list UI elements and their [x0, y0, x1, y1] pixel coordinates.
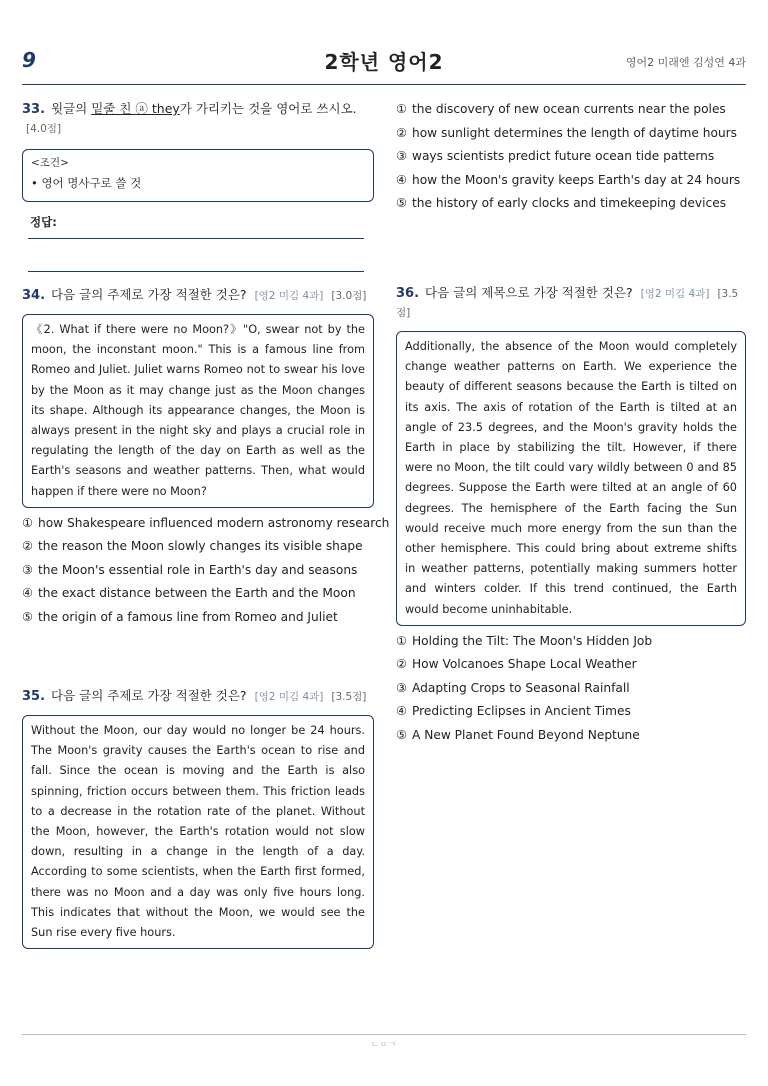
- question-34-prompt: [22, 286, 374, 305]
- right-column: [396, 100, 746, 747]
- option-3[interactable]: [22, 559, 374, 583]
- prompt-underlined: 밑줄 친 ⓐ they: [91, 101, 180, 116]
- question-points: [4.0점]: [26, 123, 62, 135]
- option-text: the reason the Moon slowly changes its visible shape: [38, 539, 363, 554]
- option-3[interactable]: [396, 677, 746, 701]
- question-tag: [영2 미김 4과]: [254, 290, 324, 302]
- answer-options: [396, 630, 746, 748]
- page-subtitle: 영어2 미래엔 김성연 4과: [625, 56, 746, 69]
- option-text: the exact distance between the Earth and the Moon: [38, 586, 356, 601]
- option-mark: ③: [22, 562, 33, 577]
- question-points: [3.5점]: [396, 288, 739, 319]
- prompt-text: 다음 글의 주제로 가장 적절한 것은?: [51, 287, 247, 302]
- page-title: 2학년 영어2: [324, 50, 444, 74]
- question-number: 35.: [22, 689, 46, 704]
- answer-label: 정답:: [30, 215, 57, 229]
- answer-options: [22, 512, 390, 630]
- question-33: [22, 100, 374, 270]
- question-34: [22, 286, 390, 686]
- footer-watermark: ㄴㅇㄱ: [370, 1040, 398, 1049]
- question-35-prompt: [22, 687, 374, 706]
- prompt-text: 윗글의: [51, 101, 92, 116]
- condition-box: [22, 149, 374, 202]
- left-column: [22, 100, 390, 949]
- footer-divider: [22, 1034, 746, 1035]
- option-2[interactable]: [396, 122, 746, 146]
- question-tag: [영2 미김 4과]: [254, 691, 324, 703]
- option-text: Predicting Eclipses in Ancient Times: [412, 704, 631, 719]
- option-mark: ①: [396, 102, 407, 116]
- option-3[interactable]: [396, 145, 746, 169]
- option-mark: ①: [396, 633, 407, 648]
- option-1[interactable]: [22, 512, 390, 536]
- question-points: [3.0점]: [331, 290, 367, 302]
- question-number: 33.: [22, 102, 46, 117]
- question-number: 36.: [396, 286, 420, 301]
- passage-box: Additionally, the absence of the Moon would completely change weather patterns on Earth. We experience the beauty of different seasons because the Earth is tilted on its axis. The axis of rotation of the Earth is tilted at an angle of 23.5 degrees, and the Moon's gravity holds the Earth in place by stabilizing the tilt. However, if there were no Moon, the tilt could vary wildly between 0 and 85 degrees. Suppose the Earth were tilted at an angle of 60 degrees. The hemisphere of the Earth facing the Sun would receive much more energy from the sun than the other hemisphere. This could bring about extreme shifts in weather patterns, potentially making summers hotter and winters colder. If this trend continued, the Earth would become uninhabitable.: [396, 331, 746, 626]
- option-mark: ⑤: [22, 609, 33, 624]
- option-mark: ③: [396, 680, 407, 695]
- option-4[interactable]: [396, 169, 746, 193]
- option-mark: ③: [396, 149, 407, 163]
- question-33-prompt: [22, 100, 374, 138]
- option-5[interactable]: [396, 724, 746, 748]
- option-5[interactable]: [22, 606, 374, 630]
- page-header: [22, 42, 746, 85]
- prompt-text: 다음 글의 주제로 가장 적절한 것은?: [51, 688, 247, 703]
- page-number: 9: [22, 48, 36, 72]
- passage-box: Without the Moon, our day would no longer be 24 hours. The Moon's gravity causes the Earth's ocean to rise and fall. Since the ocean is moving and the Earth is also spinning, friction occurs between them. This friction leads to a decrease in the rotation rate of the planet. Without the Moon, however, the Earth's rotation would not slow down, resulting in a change in the length of a day. According to some scientists, when the Earth first formed, there was no Moon and a day was only five hours long. This indicates that without the Moon, we would see the Sun rise every five hours.: [22, 715, 374, 949]
- option-text: Holding the Tilt: The Moon's Hidden Job: [412, 633, 653, 648]
- option-text: ways scientists predict future ocean tide patterns: [412, 149, 715, 163]
- option-text: how the Moon's gravity keeps Earth's day at 24 hours: [412, 172, 741, 187]
- option-1[interactable]: [396, 98, 746, 122]
- question-number: 34.: [22, 288, 46, 303]
- option-mark: ②: [396, 125, 407, 140]
- option-mark: ②: [396, 657, 407, 672]
- option-5[interactable]: [396, 192, 746, 216]
- option-mark: ④: [396, 172, 407, 187]
- option-text: how sunlight determines the length of daytime hours: [412, 125, 738, 140]
- option-text: the discovery of new ocean currents near the poles: [412, 102, 726, 116]
- option-4[interactable]: [22, 582, 374, 606]
- option-4[interactable]: [396, 700, 746, 724]
- passage-box: 《2. What if there were no Moon?》"O, swear not by the moon, the inconstant moon." This is a famous line from Romeo and Juliet. Juliet warns Romeo not to swear his love by the Moon as it may change just as the Moon changes its shape. Although its appearance changes, the Moon is always present in the night sky and plays a crucial role in regulating the length of the day on Earth as well as the Earth's seasons and weather patterns. Then, what would happen if there were no Moon?: [22, 314, 374, 508]
- option-mark: ④: [396, 704, 407, 719]
- option-text: Adapting Crops to Seasonal Rainfall: [412, 680, 630, 695]
- prompt-text-rest: 가 가리키는 것을 영어로 쓰시오.: [179, 101, 357, 116]
- option-mark: ⑤: [396, 196, 407, 210]
- option-1[interactable]: [396, 630, 746, 654]
- option-text: the history of early clocks and timekeeping devices: [412, 196, 727, 210]
- option-mark: ④: [22, 586, 33, 601]
- option-mark: ②: [22, 539, 33, 554]
- option-mark: ①: [22, 515, 33, 530]
- option-2[interactable]: [22, 535, 374, 559]
- question-tag: [영2 미김 4과]: [640, 288, 710, 300]
- option-text: the Moon's essential role in Earth's day and seasons: [38, 562, 358, 577]
- option-text: how Shakespeare influenced modern astronomy research: [38, 515, 390, 530]
- question-36-prompt: [396, 284, 746, 322]
- condition-item: • 영어 명사구로 쓸 것: [31, 176, 142, 190]
- option-text: the origin of a famous line from Romeo and Juliet: [38, 609, 338, 624]
- question-points: [3.5점]: [331, 691, 367, 703]
- prompt-text: 다음 글의 제목으로 가장 적절한 것은?: [425, 285, 633, 300]
- answer-line: [28, 239, 364, 272]
- option-text: A New Planet Found Beyond Neptune: [412, 727, 640, 742]
- question-36: [396, 284, 746, 747]
- answer-options: [396, 98, 746, 276]
- question-35: [22, 687, 374, 949]
- option-2[interactable]: [396, 653, 746, 677]
- option-mark: ⑤: [396, 727, 407, 742]
- option-text: How Volcanoes Shape Local Weather: [412, 657, 637, 672]
- condition-title: <조건>: [31, 157, 69, 169]
